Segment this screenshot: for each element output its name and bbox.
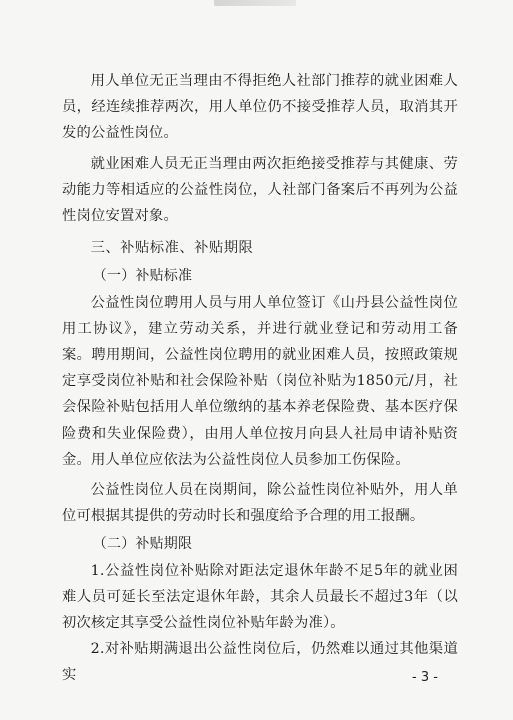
section-heading: 三、补贴标准、补贴期限	[90, 240, 254, 257]
paragraph: 公益性岗位聘用人员与用人单位签订《山丹县公益性岗位用工协议》，建立劳动关系，并进行就业登记和劳动用工备案。聘用期间，公益性岗位聘用的就业困难人员，按照政策规定享受岗位补贴和社会保险补贴（岗位补贴为1850元/月，社会保险补贴包括用人单位缴纳的基本养老保险费、基本医疗保险费和失业保险费），由用人单位按月向县人社局申请补贴资金。用人单位应依法为公益性岗位人员参加工伤保险。	[62, 294, 458, 468]
document-body	[62, 68, 458, 689]
paragraph: 1.公益性岗位补贴除对距法定退休年龄不足5年的就业困难人员可延长至法定退休年龄，其余人员最长不超过3年（以初次核定其享受公益性岗位补贴年龄为准）。	[62, 562, 458, 632]
paragraph: 2.对补贴期满退出公益性岗位后，仍然难以通过其他渠道实	[62, 641, 458, 684]
subsection-heading: （二）补贴期限	[92, 536, 193, 553]
scan-header-artifact	[214, 0, 296, 6]
paragraph: 就业困难人员无正当理由两次拒绝接受推荐与其健康、劳动能力等相适应的公益性岗位，人社部门备案后不再列为公益性岗位安置对象。	[62, 155, 458, 225]
subsection-heading: （一）补贴标准	[92, 268, 193, 285]
paragraph: 公益性岗位人员在岗期间，除公益性岗位补贴外，用人单位可根据其提供的劳动时长和强度给予合理的用工报酬。	[62, 482, 458, 525]
page-number: - 3 -	[412, 670, 438, 685]
paragraph: 用人单位无正当理由不得拒绝人社部门推荐的就业困难人员，经连续推荐两次，用人单位仍不接受推荐人员，取消其开发的公益性岗位。	[62, 73, 458, 142]
